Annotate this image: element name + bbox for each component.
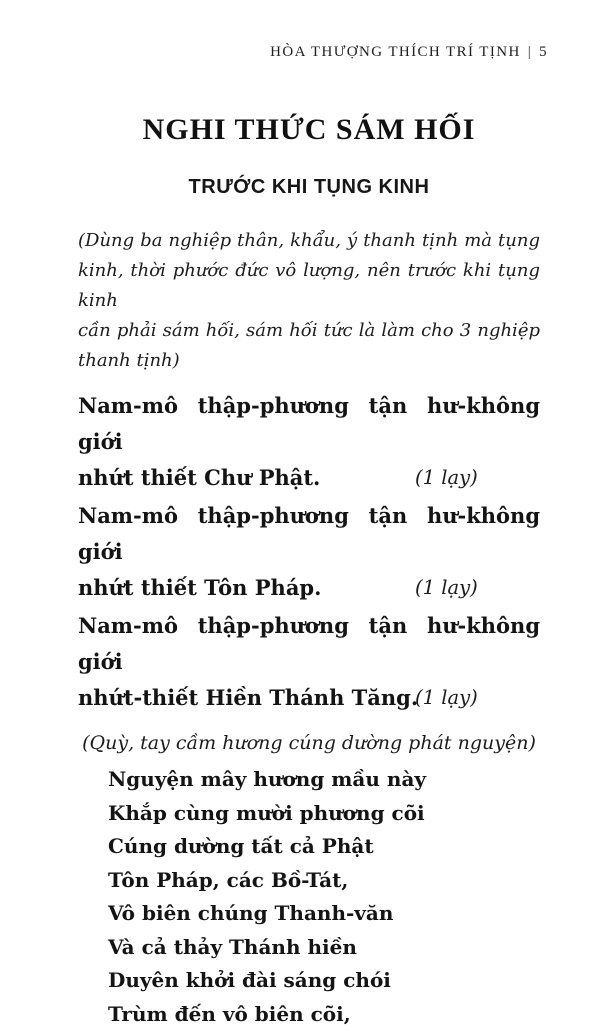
intro-line: (Dùng ba nghiệp thân, khẩu, ý thanh tịnh mà tụng bbox=[78, 226, 540, 256]
intro-line: kinh, thời phước đức vô lượng, nên trước khi tụng kinh bbox=[78, 256, 540, 316]
verse-line: Khắp cùng mười phương cõi bbox=[108, 797, 540, 831]
homage-line: Nam-mô thập-phương tận hư-không giới bbox=[78, 608, 540, 680]
homage-line: Nam-mô thập-phương tận hư-không giới bbox=[78, 498, 540, 570]
intro-line: thanh tịnh) bbox=[78, 346, 540, 376]
homage-paragraph bbox=[78, 608, 540, 716]
homage-paragraph bbox=[78, 388, 540, 496]
intro-instruction bbox=[78, 226, 540, 376]
homage-paragraph bbox=[78, 498, 540, 606]
kneel-instruction: (Quỳ, tay cầm hương cúng dường phát nguyện) bbox=[78, 729, 540, 757]
page-subtitle: TRƯỚC KHI TỤNG KINH bbox=[78, 174, 540, 200]
verse-line: Nguyện mây hương mầu này bbox=[108, 763, 540, 797]
page-number: 5 bbox=[539, 44, 548, 60]
bow-note: (1 lạy) bbox=[415, 460, 478, 496]
homage-section bbox=[78, 388, 540, 716]
bow-note: (1 lạy) bbox=[415, 570, 478, 606]
intro-line: cần phải sám hối, sám hối tức là làm cho 3 nghiệp bbox=[78, 316, 540, 346]
header-separator: | bbox=[521, 44, 539, 60]
homage-line bbox=[78, 460, 540, 496]
homage-text: nhứt thiết Tôn Pháp. bbox=[78, 575, 321, 600]
verse-line: Và cả thảy Thánh hiền bbox=[108, 931, 540, 965]
homage-line bbox=[78, 570, 540, 606]
homage-text: nhứt thiết Chư Phật. bbox=[78, 465, 320, 490]
homage-text: nhứt-thiết Hiền Thánh Tăng. bbox=[78, 685, 418, 710]
verse-line: Duyên khởi đài sáng chói bbox=[108, 964, 540, 998]
page-content bbox=[78, 0, 540, 1031]
verse-line: Tôn Pháp, các Bồ-Tát, bbox=[108, 864, 540, 898]
homage-line: Nam-mô thập-phương tận hư-không giới bbox=[78, 388, 540, 460]
homage-line bbox=[78, 680, 540, 716]
page-title: NGHI THỨC SÁM HỐI bbox=[78, 0, 540, 150]
offering-verse bbox=[108, 763, 540, 1031]
verse-line: Trùm đến vô biên cõi, bbox=[108, 998, 540, 1031]
verse-line: Vô biên chúng Thanh-văn bbox=[108, 897, 540, 931]
bow-note: (1 lạy) bbox=[415, 680, 478, 716]
running-title: HÒA THƯỢNG THÍCH TRÍ TỊNH bbox=[270, 44, 521, 60]
verse-line: Cúng dường tất cả Phật bbox=[108, 830, 540, 864]
